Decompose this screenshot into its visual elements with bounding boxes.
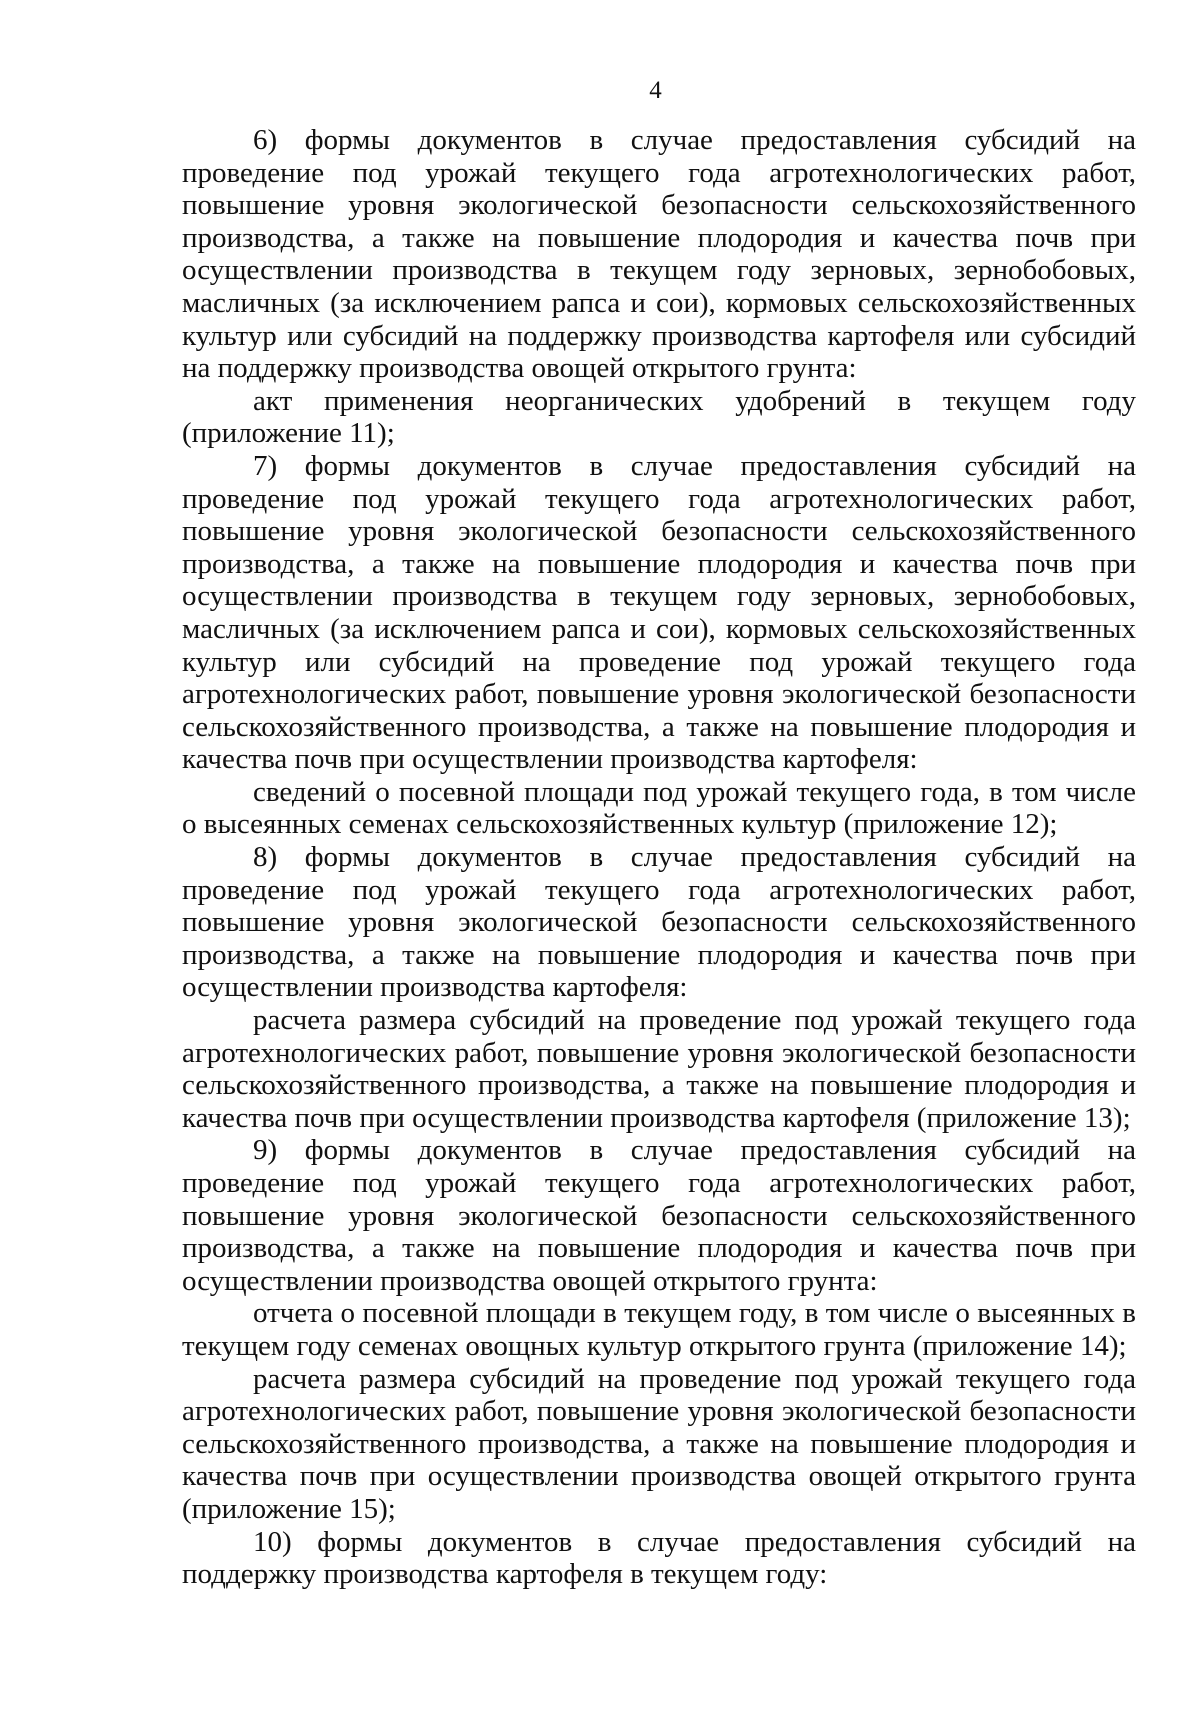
- paragraph-calculation-appendix-13: расчета размера субсидий на проведение под урожай текущего года агротехнологических работ, повышение уровня экологической безопасности сельскохозяйственного производства, а также на повышение плодородия и качества почв при осуществлении производства картофеля (приложение 13);: [182, 1004, 1136, 1134]
- paragraph-calculation-appendix-15: расчета размера субсидий на проведение под урожай текущего года агротехнологических работ, повышение уровня экологической безопасности сельскохозяйственного производства, а также на повышение плодородия и качества почв при осуществлении производства овощей открытого грунта (приложение 15);: [182, 1362, 1136, 1525]
- document-body: [182, 124, 1136, 1591]
- paragraph-item-10: 10) формы документов в случае предоставления субсидий на поддержку производства картофеля в текущем году:: [182, 1525, 1136, 1591]
- paragraph-item-9: 9) формы документов в случае предоставления субсидий на проведение под урожай текущего года агротехнологических работ, повышение уровня экологической безопасности сельскохозяйственного производства, а также на повышение плодородия и качества почв при осуществлении производства овощей открытого грунта:: [182, 1134, 1136, 1297]
- paragraph-item-6: 6) формы документов в случае предоставления субсидий на проведение под урожай текущего года агротехнологических работ, повышение уровня экологической безопасности сельскохозяйственного производства, а также на повышение плодородия и качества почв при осуществлении производства в текущем году зерновых, зернобобовых, масличных (за исключением рапса и сои), кормовых сельскохозяйственных культур или субсидий на поддержку производства картофеля или субсидий на поддержку производства овощей открытого грунта:: [182, 124, 1136, 385]
- page-number: 4: [649, 77, 662, 104]
- paragraph-act-appendix-11: акт применения неорганических удобрений в текущем году (приложение 11);: [182, 384, 1136, 450]
- paragraph-report-appendix-14: отчета о посевной площади в текущем году, в том числе о высеянных в текущем году семенах овощных культур открытого грунта (приложение 14);: [182, 1297, 1136, 1362]
- paragraph-item-7: 7) формы документов в случае предоставления субсидий на проведение под урожай текущего года агротехнологических работ, повышение уровня экологической безопасности сельскохозяйственного производства, а также на повышение плодородия и качества почв при осуществлении производства в текущем году зерновых, зернобобовых, масличных (за исключением рапса и сои), кормовых сельскохозяйственных культур или субсидий на проведение под урожай текущего года агротехнологических работ, повышение уровня экологической безопасности сельскохозяйственного производства, а также на повышение плодородия и качества почв при осуществлении производства картофеля:: [182, 449, 1136, 776]
- paragraph-sown-area-appendix-12: сведений о посевной площади под урожай текущего года, в том числе о высеянных семенах сельскохозяйственных культур (приложение 12);: [182, 775, 1136, 841]
- paragraph-item-8: 8) формы документов в случае предоставления субсидий на проведение под урожай текущего года агротехнологических работ, повышение уровня экологической безопасности сельскохозяйственного производства, а также на повышение плодородия и качества почв при осуществлении производства картофеля:: [182, 841, 1136, 1004]
